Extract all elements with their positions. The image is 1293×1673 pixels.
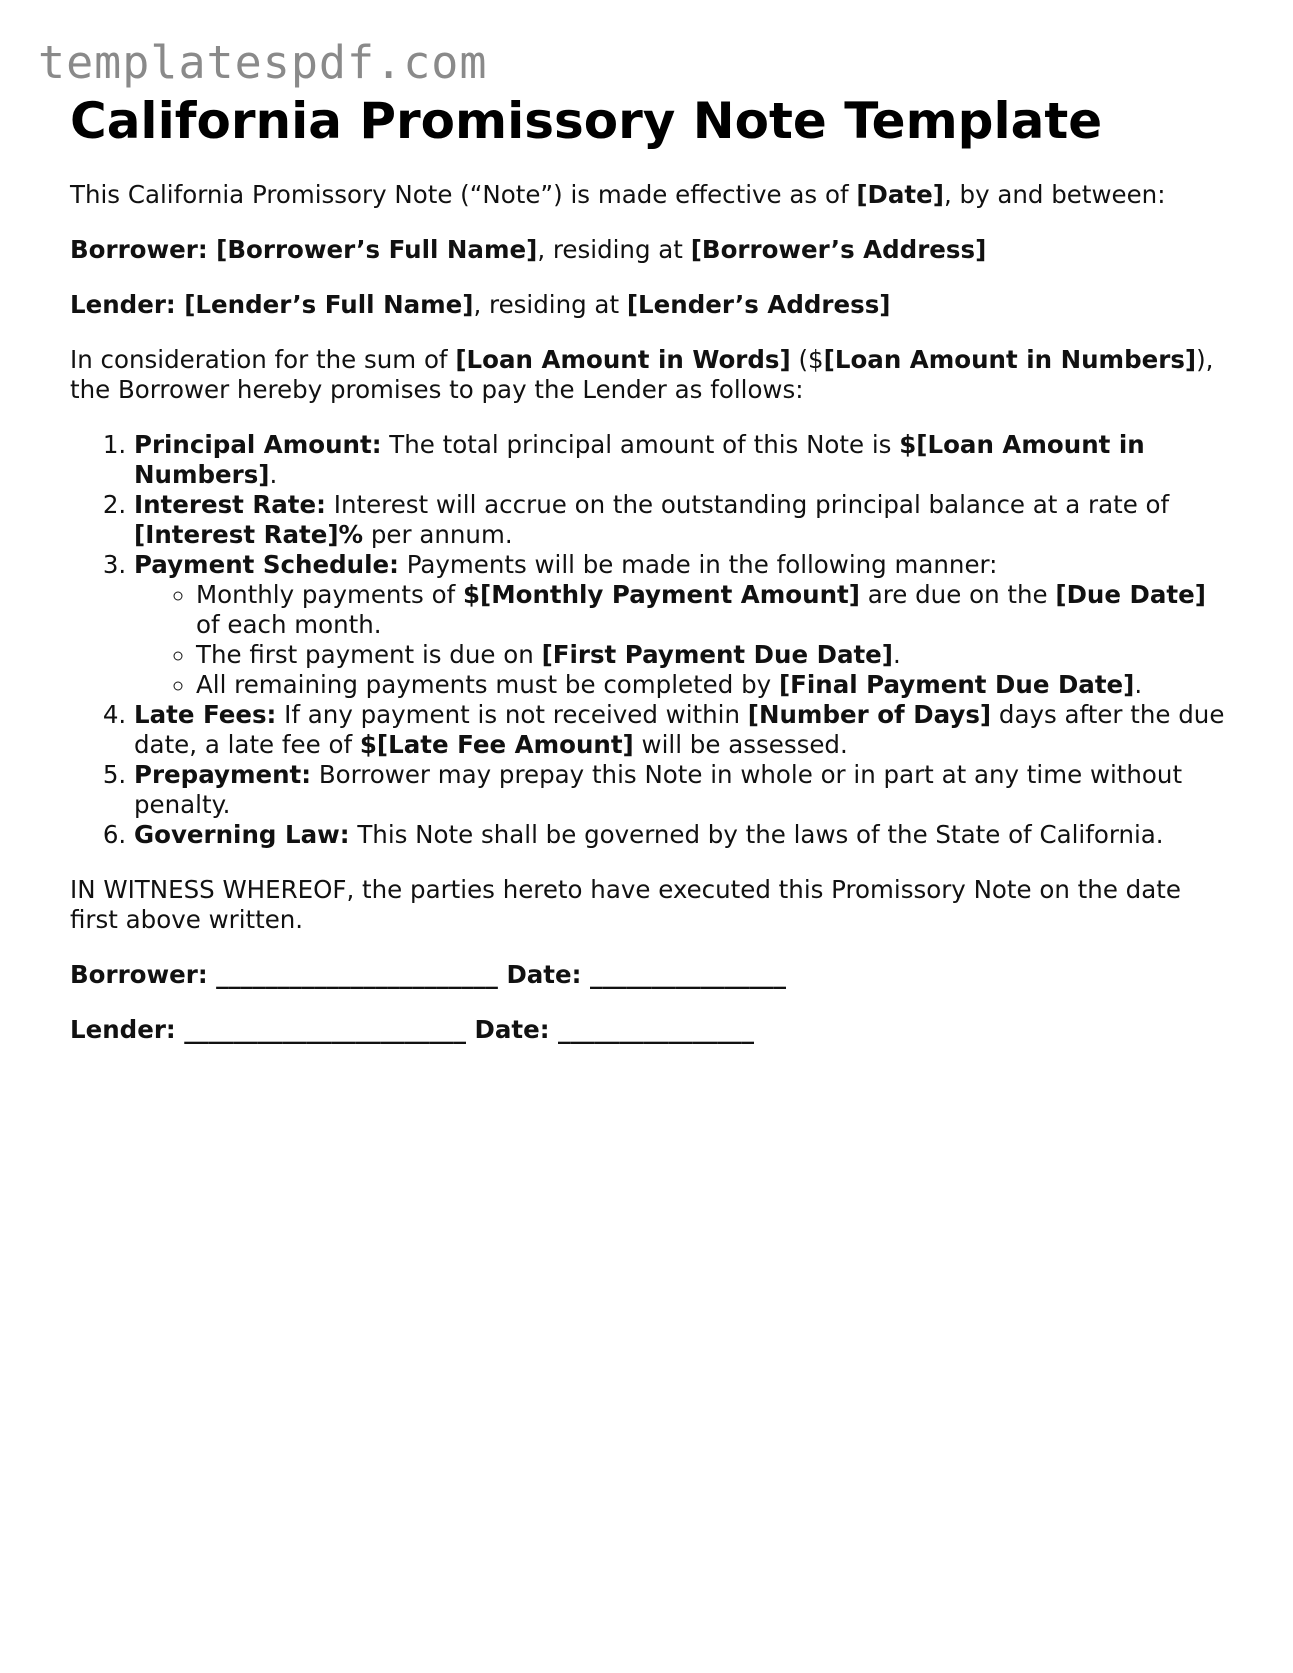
document-title: California Promissory Note Template: [70, 92, 1103, 150]
consideration-dollar: ($: [790, 345, 824, 374]
payment-schedule-list: [134, 580, 1230, 700]
consideration-text: In consideration for the sum of: [70, 345, 456, 374]
term-text: Payments will be made in the following manner:: [398, 550, 998, 579]
term-text: days after the due date, a late fee of: [134, 700, 1225, 759]
interest-rate-placeholder: [Interest Rate]%: [134, 520, 364, 549]
term-label: Payment Schedule:: [134, 550, 399, 579]
borrower-address-placeholder: [Borrower’s Address]: [690, 235, 987, 264]
schedule-monthly: [196, 580, 1230, 640]
lender-line: [70, 290, 1230, 320]
borrower-residing-text: , residing at: [537, 235, 691, 264]
term-label: Prepayment:: [134, 760, 312, 789]
consideration-paragraph: [70, 345, 1230, 405]
term-text: The total principal amount of this Note is: [381, 430, 900, 459]
loan-amount-numbers-placeholder: [Loan Amount in Numbers]: [823, 345, 1197, 374]
term-label: Principal Amount:: [134, 430, 382, 459]
term-late-fees: [134, 700, 1230, 760]
schedule-first-payment: [196, 640, 1230, 670]
witness-paragraph: IN WITNESS WHEREOF, the parties hereto have executed this Promissory Note on the date first above written.: [70, 875, 1181, 934]
term-label: Governing Law:: [134, 820, 350, 849]
term-principal: [134, 430, 1230, 490]
term-governing-law: [134, 820, 1230, 850]
terms-list: [70, 430, 1230, 850]
effective-date-placeholder: [Date]: [856, 180, 944, 209]
lender-signature-text: Lender: _______________________ Date: ________________: [70, 1015, 755, 1044]
lender-residing-text: , residing at: [473, 290, 627, 319]
schedule-text: All remaining payments must be completed by: [196, 670, 779, 699]
borrower-line: [70, 235, 1230, 265]
borrower-signature-line: [70, 960, 1230, 990]
term-label: Interest Rate:: [134, 490, 326, 519]
schedule-text: .: [893, 640, 901, 669]
term-text: Borrower may prepay this Note in whole or in part at any time without penalty.: [134, 760, 1183, 819]
schedule-text: Monthly payments of: [196, 580, 463, 609]
monthly-payment-placeholder: $[Monthly Payment Amount]: [462, 580, 860, 609]
intro-text: This California Promissory Note (“Note”) is made effective as of: [70, 180, 857, 209]
due-date-placeholder: [Due Date]: [1055, 580, 1206, 609]
first-payment-date-placeholder: [First Payment Due Date]: [541, 640, 893, 669]
loan-amount-words-placeholder: [Loan Amount in Words]: [455, 345, 791, 374]
borrower-signature-text: Borrower: _______________________ Date: ________________: [70, 960, 786, 989]
schedule-text: are due on the: [859, 580, 1056, 609]
late-fee-placeholder: $[Late Fee Amount]: [359, 730, 634, 759]
final-payment-date-placeholder: [Final Payment Due Date]: [778, 670, 1135, 699]
schedule-text: The first payment is due on: [196, 640, 542, 669]
term-text-end: .: [269, 460, 278, 489]
consideration-text-end: ), the Borrower hereby promises to pay the Lender as follows:: [70, 345, 1214, 404]
schedule-text: .: [1134, 670, 1143, 699]
intro-text-end: , by and between:: [943, 180, 1166, 209]
lender-name-placeholder: Lender: [Lender’s Full Name]: [70, 290, 474, 319]
lender-signature-line: [70, 1015, 1230, 1045]
schedule-final-payment: [196, 670, 1230, 700]
term-text-end: will be assessed.: [633, 730, 848, 759]
borrower-name-placeholder: Borrower: [Borrower’s Full Name]: [70, 235, 538, 264]
term-text: This Note shall be governed by the laws of the State of California.: [349, 820, 1164, 849]
document-page: [70, 88, 1230, 1045]
term-label: Late Fees:: [134, 700, 277, 729]
intro-paragraph: [70, 180, 1230, 210]
term-text: If any payment is not received within: [276, 700, 748, 729]
term-interest: [134, 490, 1230, 550]
term-text: Interest will accrue on the outstanding principal balance at a rate of: [325, 490, 1170, 519]
lender-address-placeholder: [Lender’s Address]: [626, 290, 891, 319]
term-prepayment: [134, 760, 1230, 820]
term-payment-schedule: [134, 550, 1230, 700]
term-text-end: per annum.: [363, 520, 513, 549]
principal-amount-placeholder: $[Loan Amount in Numbers]: [134, 430, 1145, 489]
watermark: templatespdf.com: [38, 36, 488, 89]
schedule-text: of each month.: [196, 610, 382, 639]
number-of-days-placeholder: [Number of Days]: [747, 700, 992, 729]
